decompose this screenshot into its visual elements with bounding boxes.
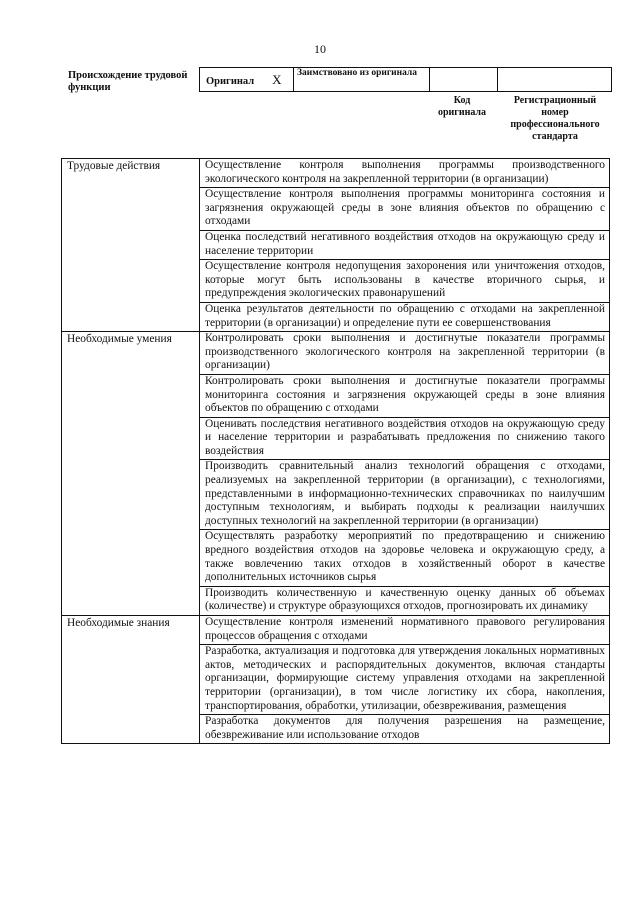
code-label: Код оригинала bbox=[437, 95, 487, 118]
section-item: Разработка, актуализация и подготовка для утверждения локальных нормативных актов, методических и распорядительных документов, включая стандарты организации, формирующие систему управления отходами на закрепленной территории (организации), в том числе логистику их сбора, накопления, транспортирования, обработки, утилизации, обезвреживания, размещения bbox=[200, 645, 610, 715]
original-cell bbox=[200, 68, 294, 92]
borrowed-cell: Заимствовано из оригинала bbox=[294, 68, 430, 92]
page-number: 10 bbox=[314, 42, 326, 56]
section-item: Оценка результатов деятельности по обращению с отходами на закрепленной территории (в организации) и определение пути ее совершенствования bbox=[200, 302, 610, 331]
table-row bbox=[62, 332, 610, 375]
section-item: Контролировать сроки выполнения и достигнутые показатели программы производственного экологического контроля на закрепленной территории (в организации) bbox=[200, 332, 610, 375]
registration-cell bbox=[498, 68, 612, 92]
original-mark: X bbox=[272, 71, 282, 87]
section-item: Разработка документов для получения разрешения на размещение, обезвреживание или использование отходов bbox=[200, 715, 610, 744]
section-item: Оценка последствий негативного воздействия отходов на окружающую среду и население территории bbox=[200, 230, 610, 259]
section-item: Контролировать сроки выполнения и достигнутые показатели программы мониторинга состояния и загрязнения окружающей среды в зоне влияния объектов по обращению с отходами bbox=[200, 374, 610, 417]
section-item: Осуществление контроля выполнения программы производственного экологического контроля на закрепленной территории (в организации) bbox=[200, 159, 610, 188]
labor-function-table bbox=[61, 158, 610, 744]
code-cell bbox=[430, 68, 498, 92]
table-row bbox=[62, 616, 610, 645]
table-row bbox=[62, 159, 610, 188]
section-item: Оценивать последствия негативного воздействия отходов на окружающую среду и население территории и разрабатывать предложения по снижению такого воздействия bbox=[200, 417, 610, 460]
original-label: Оригинал bbox=[206, 75, 255, 87]
origin-table bbox=[199, 67, 612, 92]
section-heading: Необходимые умения bbox=[62, 332, 200, 616]
section-item: Осуществлять разработку мероприятий по предотвращению и снижению вредного воздействия отходов на здоровье человека и окружающую среду, а также вовлечению таких отходов в хозяйственный оборот в качестве дополнительных источников сырья bbox=[200, 530, 610, 586]
section-item: Осуществление контроля изменений нормативного правового регулирования процессов обращения с отходами bbox=[200, 616, 610, 645]
section-item: Осуществление контроля недопущения захоронения или уничтожения отходов, которые могут быть использованы в качестве вторичного сырья, и предупреждения экологических правонарушений bbox=[200, 260, 610, 303]
section-item: Осуществление контроля выполнения программы мониторинга состояния и загрязнения окружающей среды в зоне влияния объектов по обращению с отходами bbox=[200, 188, 610, 231]
section-heading: Трудовые действия bbox=[62, 159, 200, 332]
section-item: Производить количественную и качественную оценку данных об объемах (количестве) и структуре образующихся отходов, прогнозировать их динамику bbox=[200, 586, 610, 615]
section-heading: Необходимые знания bbox=[62, 616, 200, 744]
origin-label: Происхождение трудовой функции bbox=[68, 70, 188, 93]
registration-label: Регистрационный номер профессионального стандарта bbox=[510, 95, 600, 142]
section-item: Производить сравнительный анализ технологий обращения с отходами, реализуемых на закрепленной территории (в организации), с технологиями, представленными в информационно-технических справочниках по наилучшим доступным технологиям, и выбирать подходы к реализации наилучших доступных технологий на закрепленной территории (в организации) bbox=[200, 460, 610, 530]
